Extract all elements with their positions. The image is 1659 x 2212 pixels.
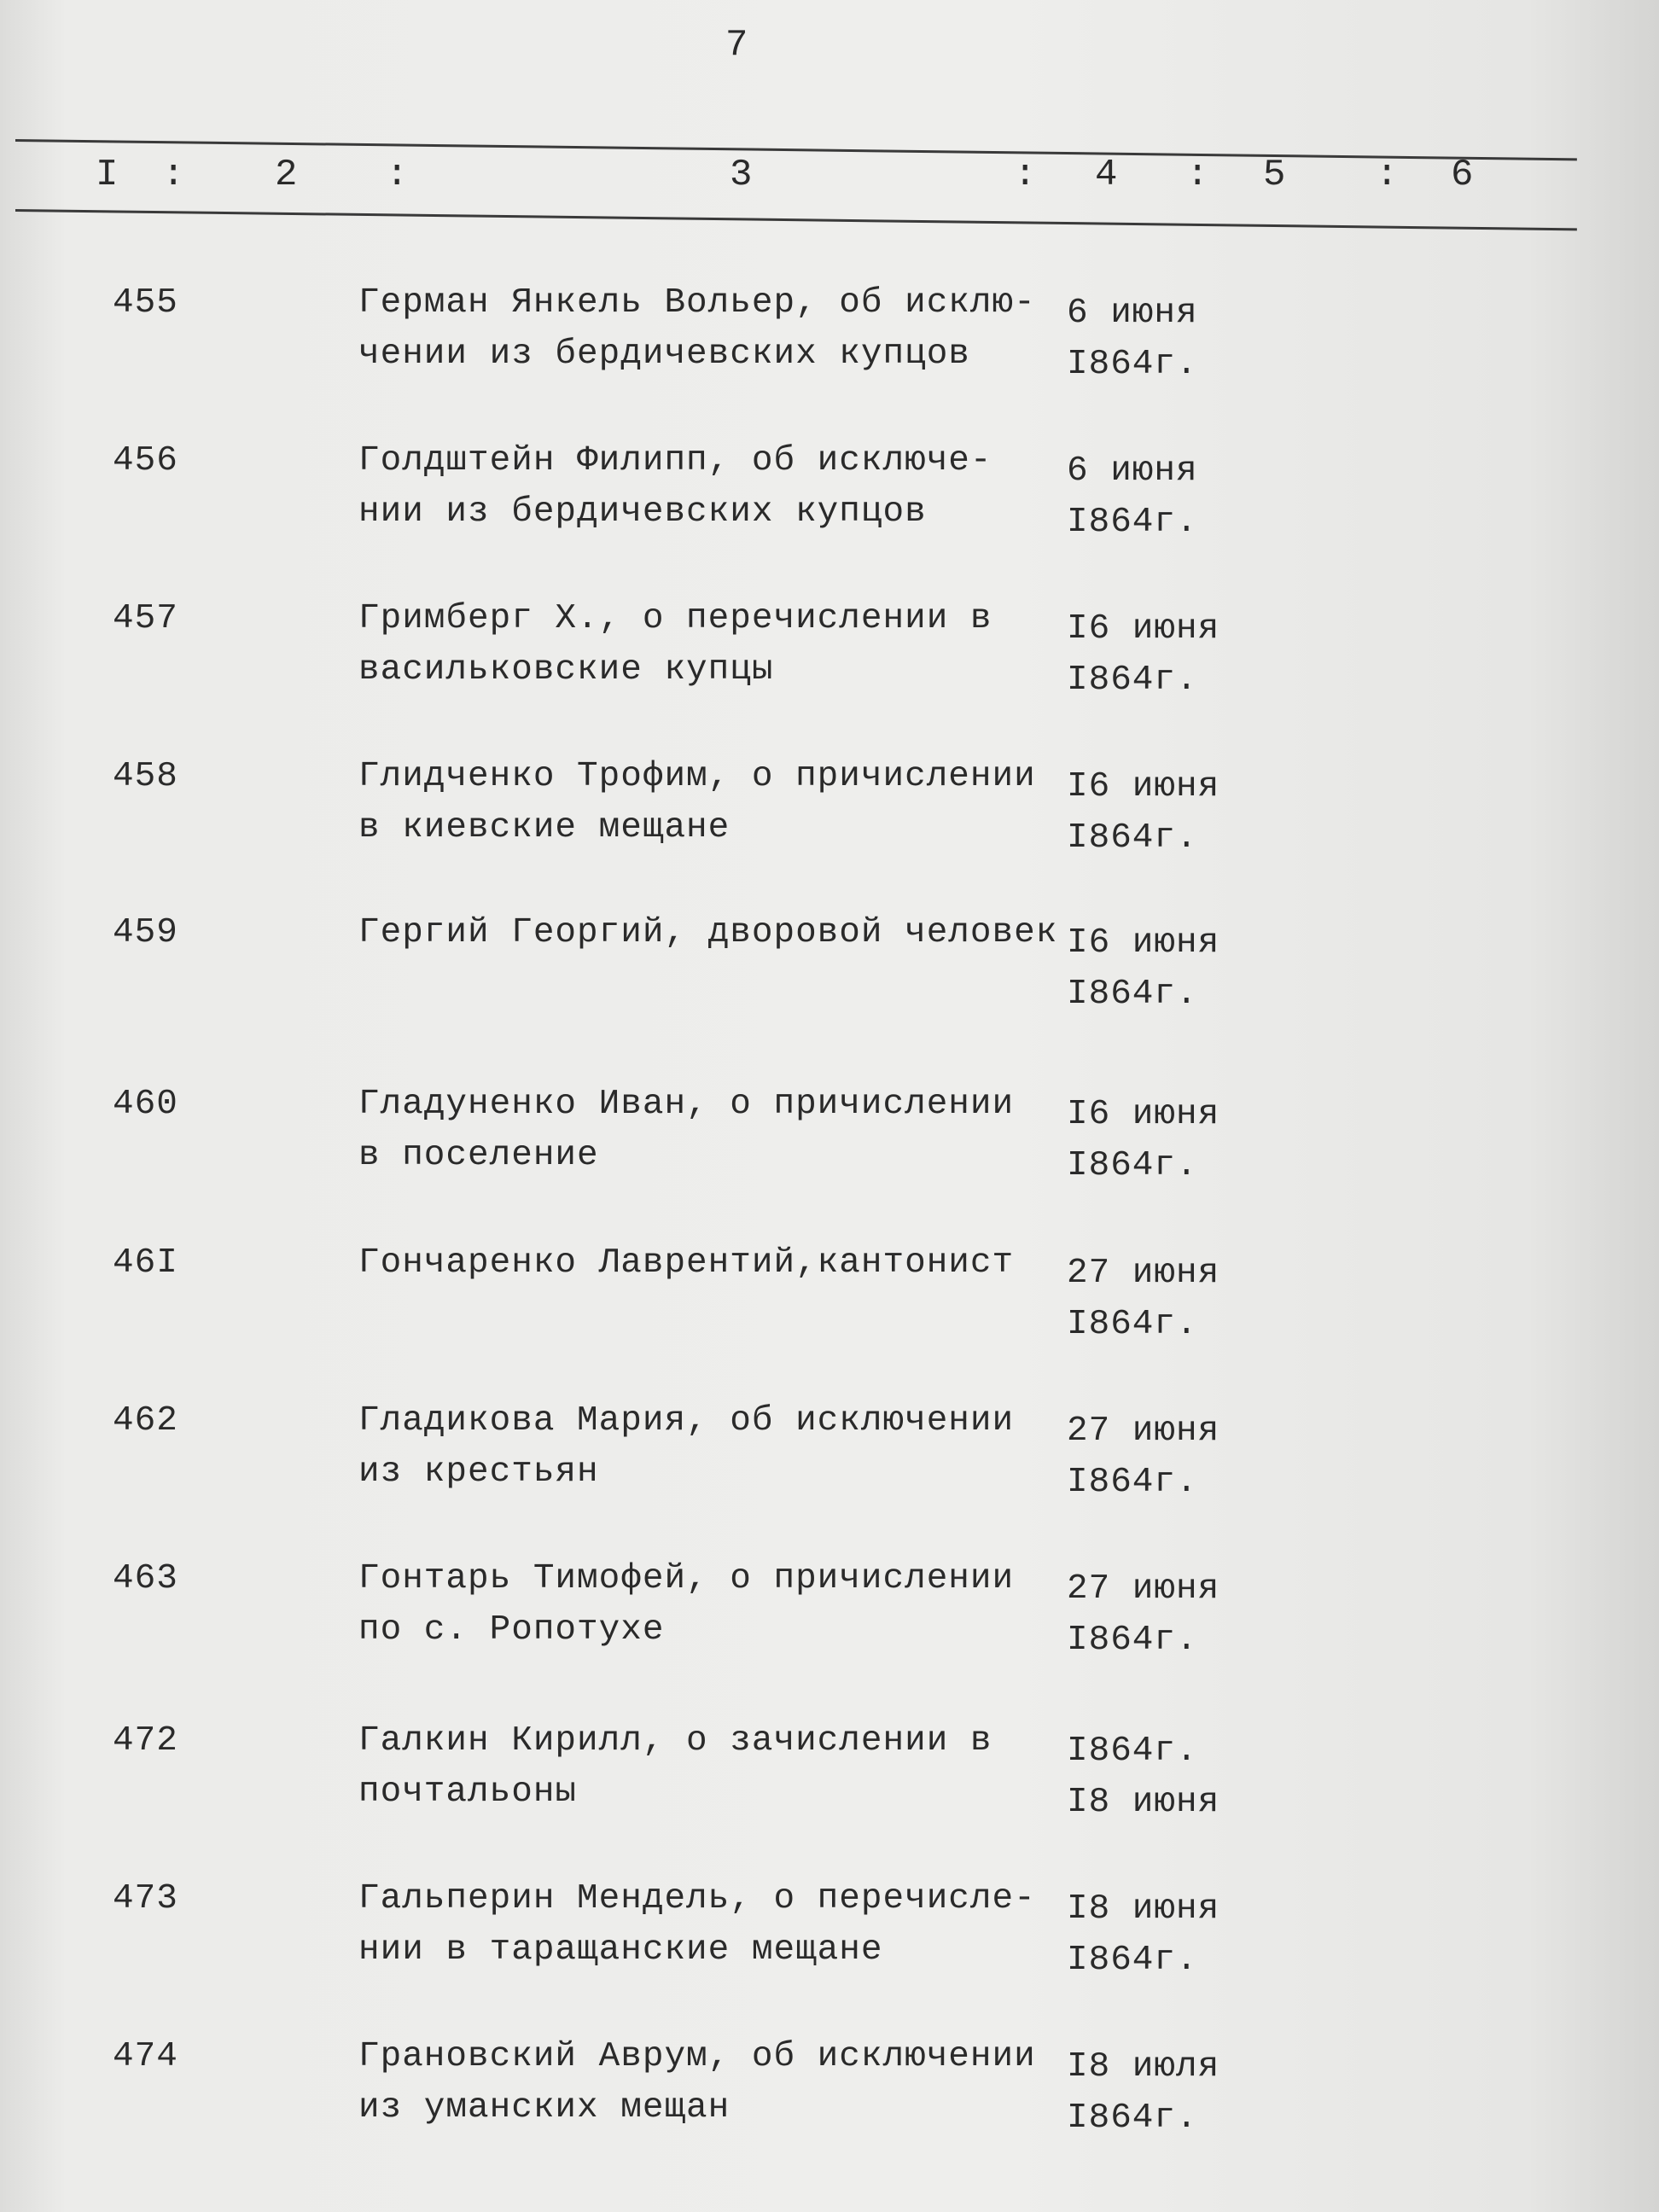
entry-date-line: 27 июня	[1067, 1254, 1220, 1293]
entry-date-line: I6 июня	[1067, 767, 1220, 806]
entry-date	[1067, 1563, 1289, 1666]
entry-date-line: 27 июня	[1067, 1569, 1220, 1609]
column-separator: :	[1376, 154, 1399, 196]
entry-date-line: I864г.	[1067, 818, 1198, 858]
column-header-2: 2	[275, 154, 298, 196]
entry-date-line: I864г.	[1067, 1621, 1198, 1660]
entry-date-line: I864г.	[1067, 503, 1198, 542]
entry-description-line: в киевские мещане	[358, 808, 731, 847]
entry-description-line: Гончаренко Лаврентий,кантонист	[358, 1243, 1015, 1283]
entry-date	[1067, 445, 1289, 548]
entry-description-line: Герман Янкель Вольер, об исклю-	[358, 283, 1036, 323]
entry-number: 455	[113, 283, 178, 323]
column-header-1: I	[96, 154, 119, 196]
entry-number: 474	[113, 2037, 178, 2076]
entry-number: 458	[113, 757, 178, 796]
entry-date-line: I8 июня	[1067, 1783, 1220, 1822]
entry-number: 473	[113, 1879, 178, 1918]
entry-description-line: из уманских мещан	[358, 2088, 731, 2128]
entry-description-line: Гонтарь Тимофей, о причислении	[358, 1559, 1015, 1598]
entry-description-line: Гергий Георгий, дворовой человек	[358, 913, 1058, 952]
entry-date-line: I864г.	[1067, 661, 1198, 700]
entry-description-line: Галкин Кирилл, о зачислении в	[358, 1721, 992, 1761]
entry-description-line: нии из бердичевских купцов	[358, 492, 927, 532]
entry-number: 463	[113, 1559, 178, 1598]
entry-date-line: I864г.	[1067, 1146, 1198, 1185]
entry-date-line: I8 июля	[1067, 2047, 1220, 2087]
column-separator: :	[1186, 154, 1209, 196]
entry-description-line: Гальперин Мендель, о перечисле-	[358, 1879, 1036, 1918]
entry-description	[358, 1715, 1058, 1818]
entry-number: 460	[113, 1085, 178, 1124]
entry-description-line: Гримберг Х., о перечислении в	[358, 599, 992, 638]
entry-date	[1067, 917, 1289, 1020]
entry-date-line: 6 июня	[1067, 451, 1198, 491]
entry-date-line: 6 июня	[1067, 294, 1198, 333]
entry-description-line: по с. Ропотухе	[358, 1610, 665, 1650]
column-header-6: 6	[1451, 154, 1474, 196]
entry-date-line: I864г.	[1067, 1732, 1198, 1771]
entry-number: 456	[113, 441, 178, 480]
entry-description-line: нии в таращанские мещане	[358, 1930, 883, 1970]
entry-date-line: I864г.	[1067, 2098, 1198, 2138]
entry-number: 472	[113, 1721, 178, 1761]
entry-description-line: из крестьян	[358, 1452, 599, 1492]
entry-date-line: I864г.	[1067, 975, 1198, 1014]
entry-date-line: I864г.	[1067, 1305, 1198, 1344]
entry-description-line: Гладикова Мария, об исключении	[358, 1401, 1015, 1441]
entry-date	[1067, 288, 1289, 390]
column-header-4: 4	[1095, 154, 1118, 196]
column-header-3: 3	[730, 154, 753, 196]
entry-date	[1067, 1883, 1289, 1986]
entry-date	[1067, 603, 1289, 706]
entry-date-line: I8 июня	[1067, 1889, 1220, 1929]
entry-date	[1067, 1726, 1289, 1828]
entry-description	[358, 1553, 1058, 1656]
entry-date	[1067, 2041, 1289, 2144]
column-separator: :	[162, 154, 185, 196]
entry-number: 459	[113, 913, 178, 952]
entry-description	[358, 751, 1058, 853]
entry-description	[358, 1079, 1058, 1181]
column-separator: :	[1014, 154, 1037, 196]
entry-description	[358, 2031, 1058, 2133]
entry-date	[1067, 1248, 1289, 1350]
entry-description-line: Глидченко Трофим, о причислении	[358, 757, 1036, 796]
entry-date	[1067, 1089, 1289, 1191]
entry-description	[358, 1237, 1058, 1289]
entry-date-line: I864г.	[1067, 345, 1198, 384]
column-header-row	[0, 154, 1659, 205]
entry-description-line: Гладуненко Иван, о причислении	[358, 1085, 1015, 1124]
entry-date	[1067, 761, 1289, 864]
entry-description	[358, 435, 1058, 538]
column-header-5: 5	[1263, 154, 1286, 196]
entry-number: 46I	[113, 1243, 178, 1283]
header-bottom-rule	[15, 209, 1577, 230]
entry-description	[358, 1395, 1058, 1498]
page-number: 7	[725, 24, 750, 67]
entry-description-line: Грановский Аврум, об исключении	[358, 2037, 1036, 2076]
entry-date-line: I864г.	[1067, 1463, 1198, 1502]
entry-description	[358, 277, 1058, 380]
entry-date-line: 27 июня	[1067, 1412, 1220, 1451]
entry-description-line: чении из бердичевских купцов	[358, 335, 970, 374]
entry-description	[358, 593, 1058, 696]
entry-date-line: I6 июня	[1067, 1095, 1220, 1134]
entry-description-line: васильковские купцы	[358, 650, 774, 690]
entry-number: 457	[113, 599, 178, 638]
entry-number: 462	[113, 1401, 178, 1441]
entry-date	[1067, 1406, 1289, 1508]
column-separator: :	[386, 154, 409, 196]
entry-description-line: в поселение	[358, 1136, 599, 1175]
entry-date-line: I6 июня	[1067, 923, 1220, 963]
entry-date-line: I6 июня	[1067, 609, 1220, 649]
entry-description-line: Голдштейн Филипп, об исключе-	[358, 441, 992, 480]
entry-description-line: почтальоны	[358, 1773, 578, 1812]
entry-description	[358, 1873, 1058, 1976]
entry-date-line: I864г.	[1067, 1941, 1198, 1980]
entry-description	[358, 907, 1058, 958]
